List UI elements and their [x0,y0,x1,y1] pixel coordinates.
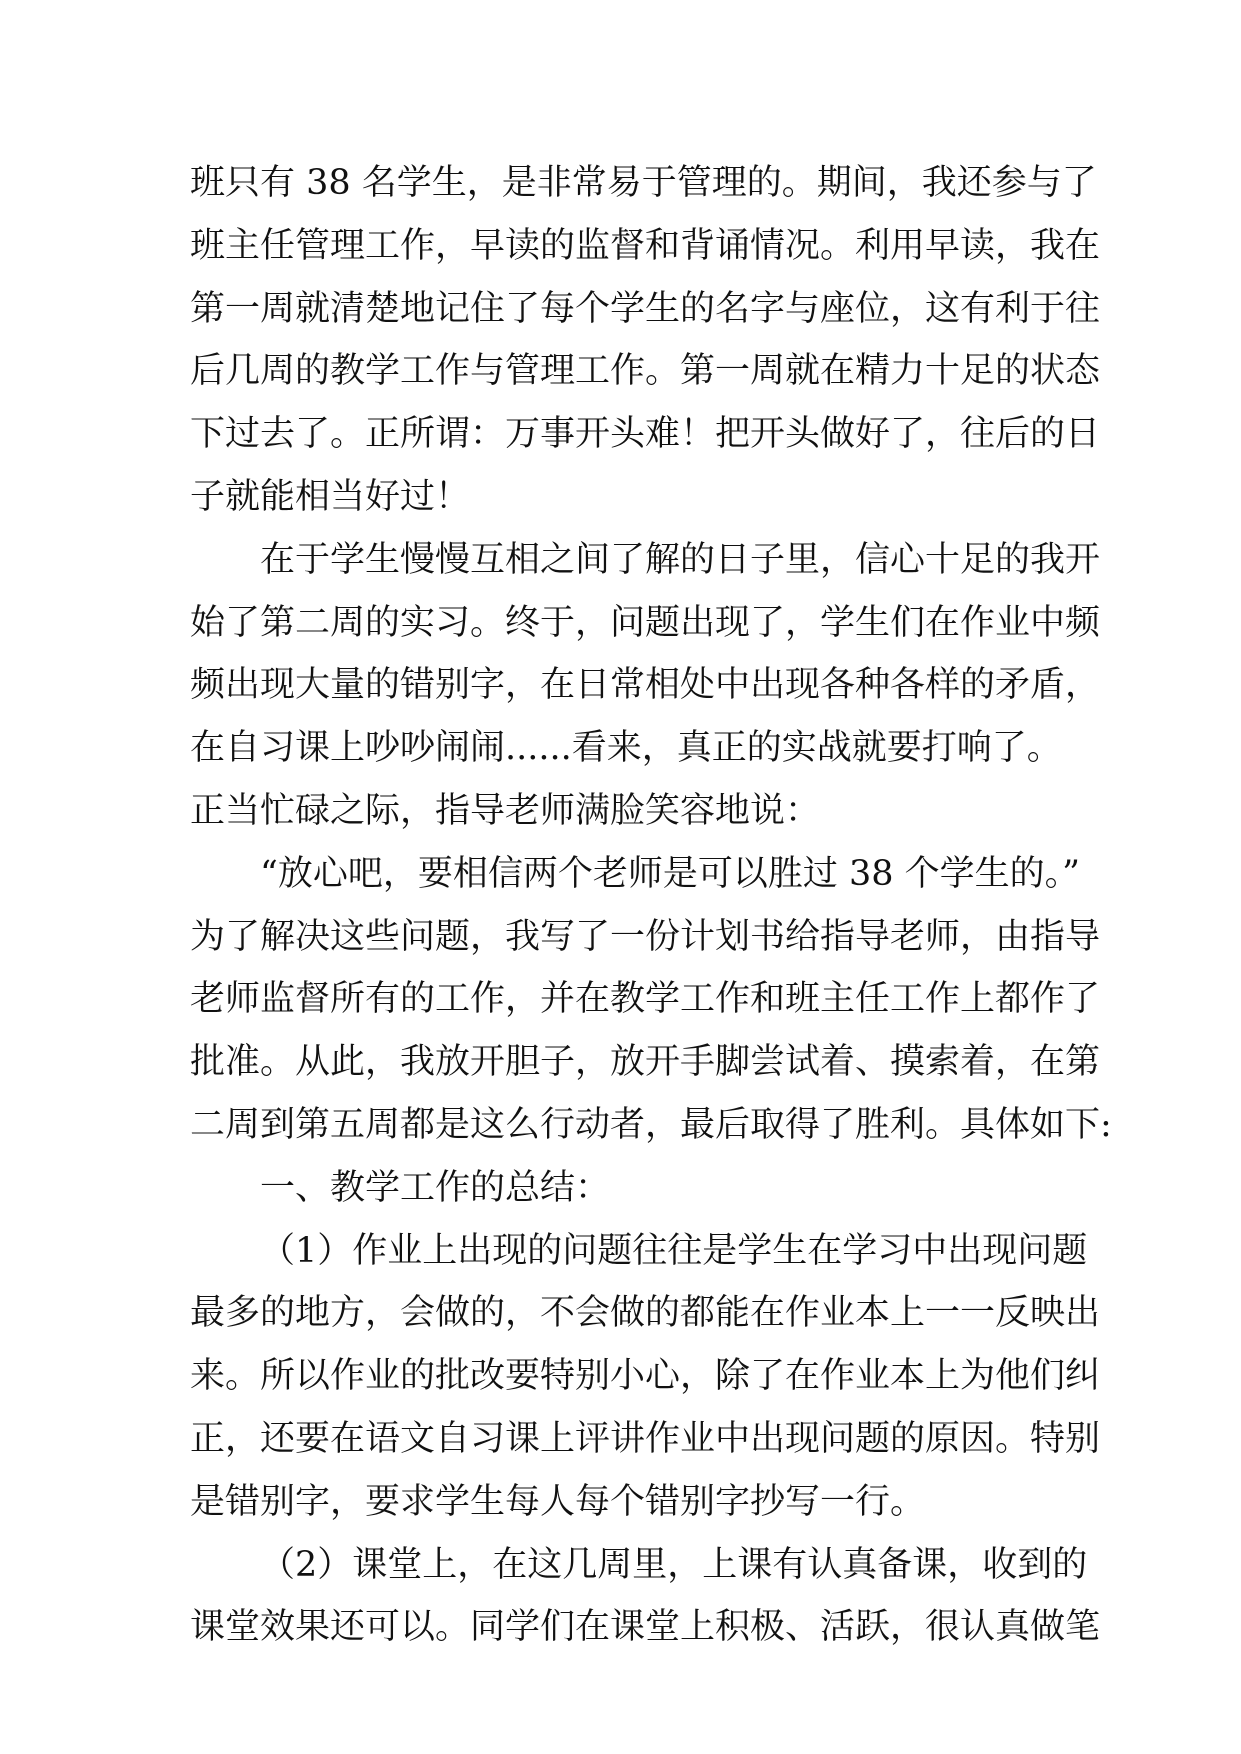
text-line: 始了第二周的实习。终于，问题出现了，学生们在作业中频 [190,602,1101,643]
text-line: 班主任管理工作，早读的监督和背诵情况。利用早读，我在 [190,225,1101,266]
text-line: （2）课堂上，在这几周里，上课有认真备课，收到的 [260,1544,1088,1585]
text-line: 二周到第五周都是这么行动者，最后取得了胜利。具体如下: [190,1104,1112,1145]
text-line: 为了解决这些问题，我写了一份计划书给指导老师，由指导 [190,916,1101,957]
text-line: 正当忙碌之际，指导老师满脸笑容地说： [190,790,821,831]
text-line: 正，还要在语文自习课上评讲作业中出现问题的原因。特别 [190,1418,1101,1459]
text-line: 在自习课上吵吵闹闹......看来，真正的实战就要打响了。 [190,728,1062,769]
body-text [190,152,1112,1659]
text-line: 课堂效果还可以。同学们在课堂上积极、活跃，很认真做笔 [190,1607,1101,1648]
text-line: 第一周就清楚地记住了每个学生的名字与座位，这有利于往 [190,288,1101,329]
text-line: 最多的地方，会做的，不会做的都能在作业本上一一反映出 [190,1293,1101,1334]
text-line: （1）作业上出现的问题往往是学生在学习中出现问题 [260,1230,1088,1271]
text-line: 频出现大量的错别字，在日常相处中出现各种各样的矛盾， [190,665,1101,706]
text-line: 老师监督所有的工作，并在教学工作和班主任工作上都作了 [190,979,1101,1020]
text-line: 子就能相当好过！ [190,476,471,517]
text-line: 后几周的教学工作与管理工作。第一周就在精力十足的状态 [190,351,1101,392]
section-heading: 一、教学工作的总结： [260,1167,611,1208]
text-line: 在于学生慢慢互相之间了解的日子里，信心十足的我开 [260,539,1101,580]
text-line: 批准。从此，我放开胆子，放开手脚尝试着、摸索着，在第 [190,1042,1101,1083]
text-line: 来。所以作业的批改要特别小心，除了在作业本上为他们纠 [190,1356,1101,1397]
text-line: 班只有 38 名学生，是非常易于管理的。期间，我还参与了 [190,163,1097,203]
text-line: 是错别字，要求学生每人每个错别字抄写一行。 [190,1481,926,1522]
text-line: 下过去了。正所谓：万事开头难！把开头做好了，往后的日 [190,414,1101,455]
text-line: “放心吧，要相信两个老师是可以胜过 38 个学生的。” [260,853,1081,894]
